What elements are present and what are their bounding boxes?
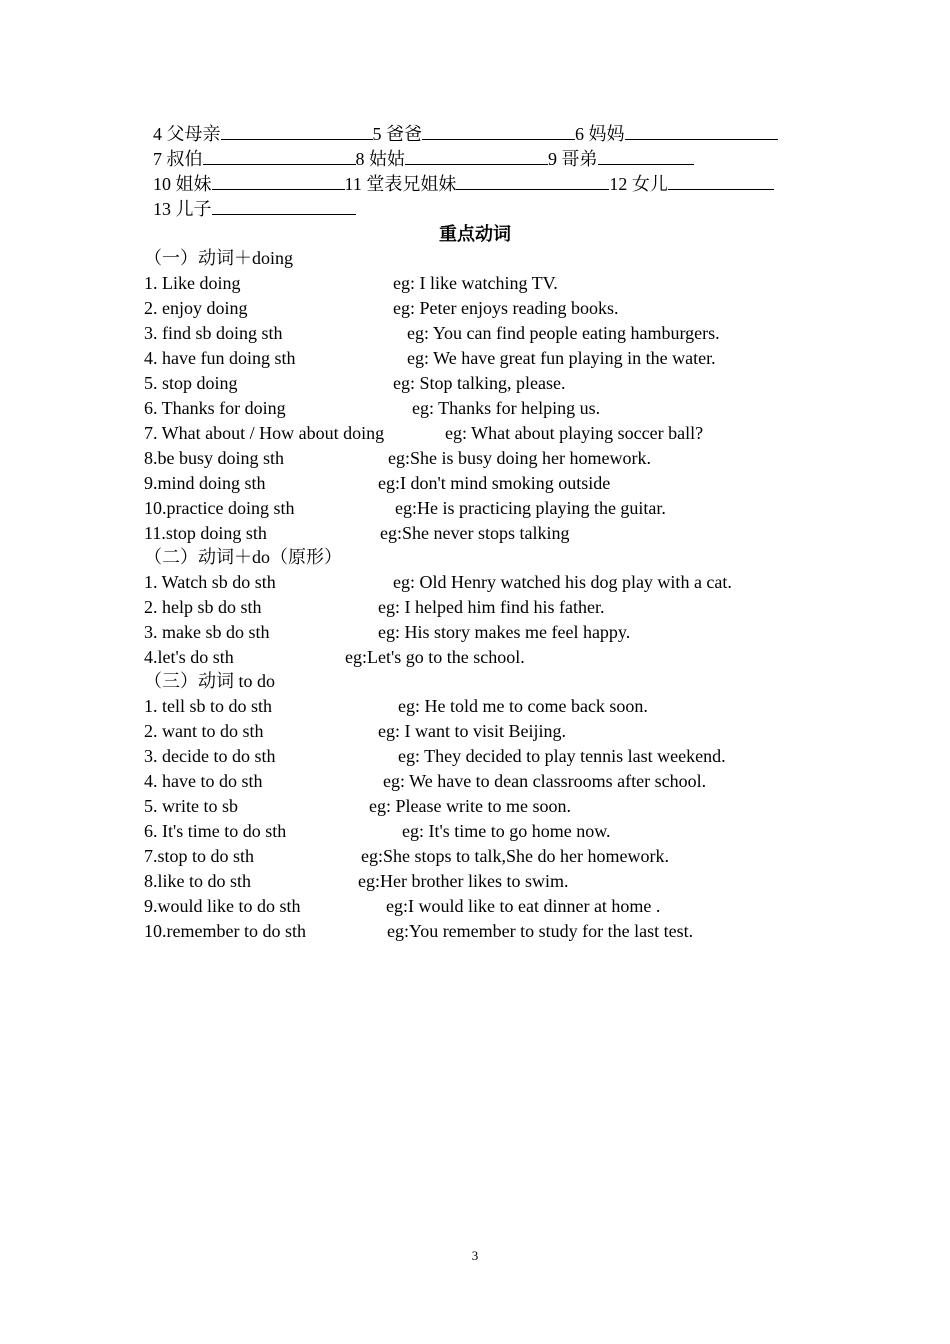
example: eg: It's time to go home now.: [402, 821, 611, 841]
phrase: 9.would like to do sth: [144, 896, 301, 916]
example: eg: Please write to me soon.: [369, 796, 571, 816]
answer-blank[interactable]: [668, 171, 774, 190]
example: eg: His story makes me feel happy.: [378, 622, 631, 642]
example: eg:You remember to study for the last test.: [387, 921, 694, 941]
example: eg: We have to dean classrooms after school.: [383, 771, 707, 791]
page-number: 3: [471, 1248, 479, 1263]
section-title: 重点动词: [439, 224, 511, 244]
phrase: 7. What about / How about doing: [144, 423, 385, 443]
phrase: 2. enjoy doing: [144, 298, 248, 318]
vocab-label: 4 父母亲: [153, 124, 221, 144]
vocab-label: 8 姑姑: [355, 149, 405, 169]
phrase: 1. tell sb to do sth: [144, 696, 273, 716]
phrase: 3. find sb doing sth: [144, 323, 283, 343]
phrase: 6. It's time to do sth: [144, 821, 287, 841]
phrase: 11.stop doing sth: [144, 523, 267, 543]
phrase: 3. decide to do sth: [144, 746, 276, 766]
phrase: 4. have to do sth: [144, 771, 263, 791]
group-heading: （一）动词＋doing: [144, 248, 294, 268]
vocab-label: 11 堂表兄姐妹: [344, 174, 457, 194]
phrase: 8.be busy doing sth: [144, 448, 285, 468]
phrase: 10.practice doing sth: [144, 498, 295, 518]
vocab-label: 12 女儿: [609, 174, 668, 194]
group-heading: （二）动词＋do（原形）: [144, 547, 342, 567]
example: eg:He is practicing playing the guitar.: [395, 498, 666, 518]
phrase: 5. stop doing: [144, 373, 238, 393]
example: eg:Her brother likes to swim.: [358, 871, 569, 891]
example: eg: I want to visit Beijing.: [378, 721, 566, 741]
phrase: 1. Like doing: [144, 273, 241, 293]
answer-blank[interactable]: [456, 171, 609, 190]
example: eg: We have great fun playing in the water.: [407, 348, 716, 368]
example: eg:She stops to talk,She do her homework.: [361, 846, 669, 866]
phrase: 2. want to do sth: [144, 721, 264, 741]
example: eg: I like watching TV.: [393, 273, 558, 293]
example: eg: He told me to come back soon.: [398, 696, 648, 716]
phrase: 1. Watch sb do sth: [144, 572, 276, 592]
example: eg:She never stops talking: [380, 523, 570, 543]
example: eg:She is busy doing her homework.: [388, 448, 651, 468]
phrase: 7.stop to do sth: [144, 846, 255, 866]
phrase: 4. have fun doing sth: [144, 348, 296, 368]
example: eg: They decided to play tennis last weekend.: [398, 746, 726, 766]
example: eg: What about playing soccer ball?: [445, 423, 704, 443]
example: eg: Thanks for helping us.: [412, 398, 601, 418]
example: eg: Stop talking, please.: [393, 373, 566, 393]
vocab-label: 6 妈妈: [575, 124, 625, 144]
phrase: 4.let's do sth: [144, 647, 234, 667]
vocab-label: 10 姐妹: [153, 174, 212, 194]
phrase: 5. write to sb: [144, 796, 238, 816]
example: eg:Let's go to the school.: [345, 647, 525, 667]
phrase: 9.mind doing sth: [144, 473, 266, 493]
phrase: 8.like to do sth: [144, 871, 251, 891]
example: eg:I would like to eat dinner at home .: [386, 896, 661, 916]
vocab-label: 5 爸爸: [372, 124, 422, 144]
vocab-label: 7 叔伯: [153, 149, 203, 169]
vocab-label: 13 儿子: [153, 199, 212, 219]
vocab-line-4: [144, 171, 356, 222]
phrase: 6. Thanks for doing: [144, 398, 286, 418]
phrase: 3. make sb do sth: [144, 622, 270, 642]
example: eg: I helped him find his father.: [378, 597, 605, 617]
group-heading: （三）动词 to do: [144, 671, 276, 691]
vocab-label: 9 哥弟: [548, 149, 598, 169]
phrase: 2. help sb do sth: [144, 597, 262, 617]
answer-blank[interactable]: [212, 196, 356, 215]
example: eg: Old Henry watched his dog play with a cat.: [393, 572, 732, 592]
example: eg: You can find people eating hamburgers.: [407, 323, 720, 343]
phrase: 10.remember to do sth: [144, 921, 306, 941]
example: eg: Peter enjoys reading books.: [393, 298, 619, 318]
example: eg:I don't mind smoking outside: [378, 473, 611, 493]
